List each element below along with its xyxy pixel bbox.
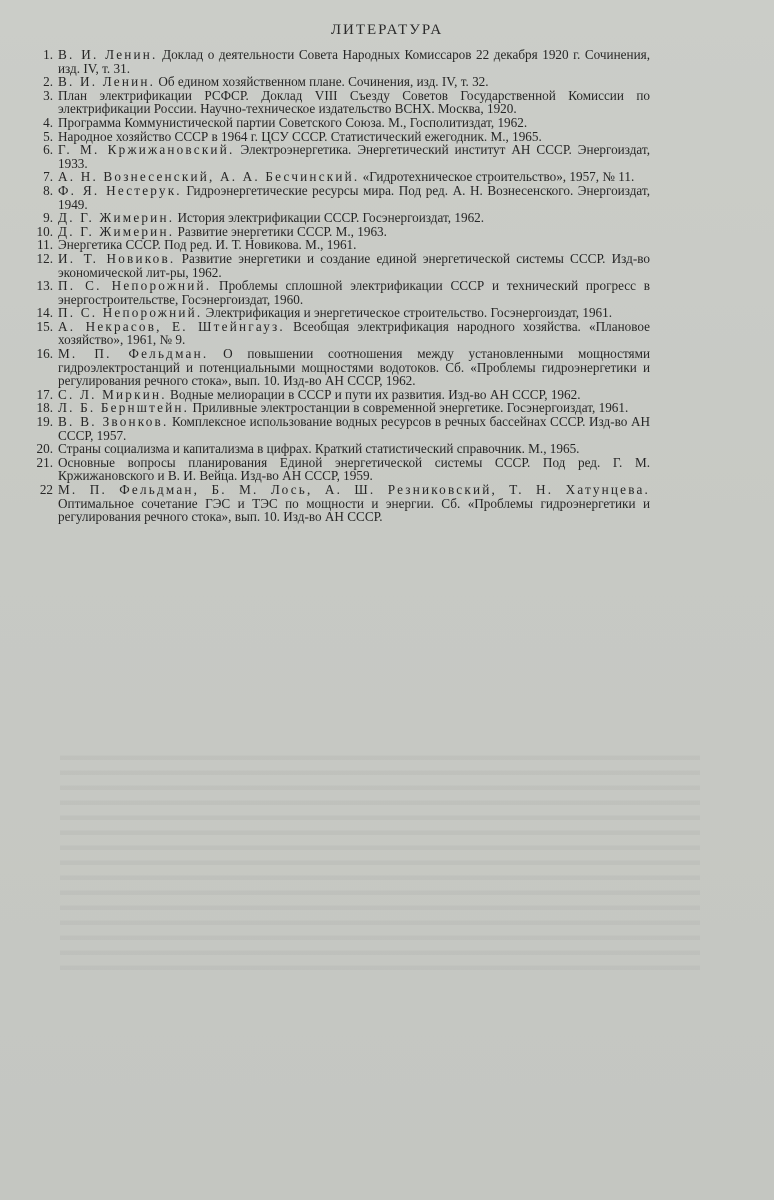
reference-item xyxy=(28,279,650,306)
reference-item xyxy=(28,211,650,225)
reference-item xyxy=(28,347,650,388)
show-through-text-texture xyxy=(60,745,700,975)
reference-number: 8. xyxy=(43,182,53,198)
reference-body: Гидроэнергетические ресурсы мира. Под ред. А. Н. Вознесенского. Энергоиздат, 1949. xyxy=(58,182,650,212)
reference-item xyxy=(28,442,650,456)
reference-author: М. П. Фельдман. xyxy=(58,346,209,362)
reference-author: С. Л. Миркин. xyxy=(58,386,167,402)
reference-body: Страны социализма и капитализма в цифрах. Краткий статистический справочник. М., 1965. xyxy=(58,441,580,457)
reference-text xyxy=(53,130,650,144)
reference-body: Программа Коммунистической партии Советского Союза. М., Госполитиздат, 1962. xyxy=(58,114,528,130)
reference-number: 3. xyxy=(43,87,53,103)
reference-number: 20. xyxy=(36,441,53,457)
reference-author: Г. М. Кржижановский. xyxy=(58,142,235,158)
reference-number: 5. xyxy=(43,128,53,144)
reference-number: 17. xyxy=(36,386,53,402)
reference-body: Электрификация и энергетическое строительство. Госэнергоиздат, 1961. xyxy=(202,305,613,321)
reference-number: 1. xyxy=(43,47,53,62)
reference-author: П. С. Непорожний. xyxy=(58,305,203,321)
reference-text xyxy=(53,415,650,442)
reference-number: 13. xyxy=(36,278,53,294)
reference-text xyxy=(53,238,650,252)
reference-item xyxy=(28,89,650,116)
reference-text xyxy=(53,252,650,279)
reference-text xyxy=(53,347,650,388)
reference-item xyxy=(28,306,650,320)
reference-number: 14. xyxy=(36,305,53,321)
reference-item xyxy=(28,415,650,442)
reference-item xyxy=(28,116,650,130)
reference-text xyxy=(53,388,650,402)
reference-author: В. И. Ленин. xyxy=(58,47,158,62)
reference-body: Всеобщая электрификация народного хозяйства. «Плановое хозяйство», 1961, № 9. xyxy=(58,318,650,348)
reference-text xyxy=(53,225,650,239)
reference-number: 10. xyxy=(36,223,53,239)
reference-text xyxy=(53,456,650,483)
reference-author: М. П. Фельдман, Б. М. Лось, А. Ш. Резниковский, Т. Н. Хатунцева. xyxy=(58,482,650,497)
reference-text xyxy=(53,170,650,184)
reference-text xyxy=(53,483,650,524)
reference-body: Комплексное использование водных ресурсов в речных бассейнах СССР. Изд-во АН СССР, 1957. xyxy=(58,414,650,443)
reference-item xyxy=(28,48,650,75)
reference-author: П. С. Непорожний. xyxy=(58,278,212,294)
reference-item xyxy=(28,143,650,170)
reference-body: «Гидротехническое строительство», 1957, № 11. xyxy=(359,169,635,185)
page-title: ЛИТЕРАТУРА xyxy=(330,22,444,38)
reference-text xyxy=(53,89,650,116)
reference-number: 22 xyxy=(39,482,53,497)
reference-text xyxy=(53,143,650,170)
reference-item xyxy=(28,252,650,279)
reference-text xyxy=(53,320,650,347)
reference-text xyxy=(53,116,650,130)
reference-list xyxy=(28,48,650,524)
reference-text xyxy=(53,211,650,225)
reference-number: 19. xyxy=(36,414,53,430)
reference-item xyxy=(28,483,650,524)
reference-body: Доклад о деятельности Совета Народных Комиссаров 22 декабря 1920 г. Сочинения, изд. IV, т. 31. xyxy=(58,47,651,76)
reference-text xyxy=(53,184,650,211)
reference-author: Д. Г. Жимерин. xyxy=(58,223,175,239)
reference-body: Приливные электростанции в современной энергетике. Госэнергоиздат, 1961. xyxy=(189,400,629,416)
reference-item xyxy=(28,388,650,402)
reference-item xyxy=(28,225,650,239)
reference-body: О повышении соотношения между установленными мощностями гидроэлектростанций и потенциальными мощностями водотоков. Сб. «Проблемы гидроэнергетики и регулирования речного стока», вып. 10. Изд-во АН СССР, 1962. xyxy=(58,346,651,389)
reference-text xyxy=(53,306,650,320)
reference-body: Об едином хозяйственном плане. Сочинения, изд. IV, т. 32. xyxy=(155,74,489,90)
reference-author: В. И. Ленин. xyxy=(58,74,156,90)
reference-item xyxy=(28,170,650,184)
reference-text xyxy=(53,442,650,456)
reference-author: Д. Г. Жимерин. xyxy=(58,210,175,226)
reference-item xyxy=(28,320,650,347)
reference-number: 21. xyxy=(36,454,53,470)
reference-number: 12. xyxy=(36,250,53,266)
reference-text xyxy=(53,279,650,306)
reference-body: Развитие энергетики и создание единой энергетической системы СССР. Изд-во экономической лит-ры, 1962. xyxy=(58,250,650,280)
reference-text xyxy=(53,48,650,75)
reference-item xyxy=(28,184,650,211)
reference-number: 11. xyxy=(37,237,53,253)
reference-number: 4. xyxy=(43,114,53,130)
reference-body: План электрификации РСФСР. Доклад VIII Съезду Советов Государственной Комиссии по электрификации России. Научно-техническое издательство ВСНХ. Москва, 1920. xyxy=(58,87,650,117)
reference-number: 6. xyxy=(43,142,53,158)
reference-author: И. Т. Новиков. xyxy=(58,250,176,266)
reference-author: Л. Б. Бернштейн. xyxy=(58,400,190,416)
reference-text xyxy=(53,401,650,415)
reference-text xyxy=(53,75,650,89)
reference-body: Энергетика СССР. Под ред. И. Т. Новикова. М., 1961. xyxy=(58,237,357,253)
reference-body: Народное хозяйство СССР в 1964 г. ЦСУ СССР. Статистический ежегодник. М., 1965. xyxy=(58,128,542,144)
reference-body: Основные вопросы планирования Единой энергетической системы СССР. Под ред. Г. М. Кржижановского и В. И. Вейца. Изд-во АН СССР, 1959. xyxy=(58,454,650,484)
reference-body: Оптимальное сочетание ГЭС и ТЭС по мощности и энергии. Сб. «Проблемы гидроэнергетики и регулирования речного стока», вып. 10. Изд-во АН СССР. xyxy=(58,495,650,525)
reference-author: В. В. Звонков. xyxy=(58,414,169,430)
reference-number: 18. xyxy=(36,400,53,416)
reference-item xyxy=(28,238,650,252)
reference-body: Проблемы сплошной электрификации СССР и технический прогресс в энергостроительстве, Госэнергоиздат, 1960. xyxy=(58,278,650,307)
reference-author: А. Некрасов, Е. Штейнгауз. xyxy=(58,318,285,334)
reference-item xyxy=(28,75,650,89)
reference-item xyxy=(28,401,650,415)
reference-body: Электроэнергетика. Энергетический институт АН СССР. Энергоиздат, 1933. xyxy=(58,142,651,171)
reference-number: 16. xyxy=(36,346,53,362)
reference-number: 7. xyxy=(43,169,53,185)
reference-body: Водные мелиорации в СССР и пути их развития. Изд-во АН СССР, 1962. xyxy=(166,386,581,402)
reference-item xyxy=(28,456,650,483)
reference-author: А. Н. Вознесенский, А. А. Бесчинский. xyxy=(58,169,360,185)
reference-number: 9. xyxy=(43,210,53,226)
reference-author: Ф. Я. Нестерук. xyxy=(58,182,182,198)
reference-number: 15. xyxy=(36,318,53,334)
reference-number: 2. xyxy=(43,74,53,90)
reference-body: Развитие энергетики СССР. М., 1963. xyxy=(174,223,387,239)
reference-body: История электрификации СССР. Госэнергоиздат, 1962. xyxy=(174,210,485,226)
reference-item xyxy=(28,130,650,144)
